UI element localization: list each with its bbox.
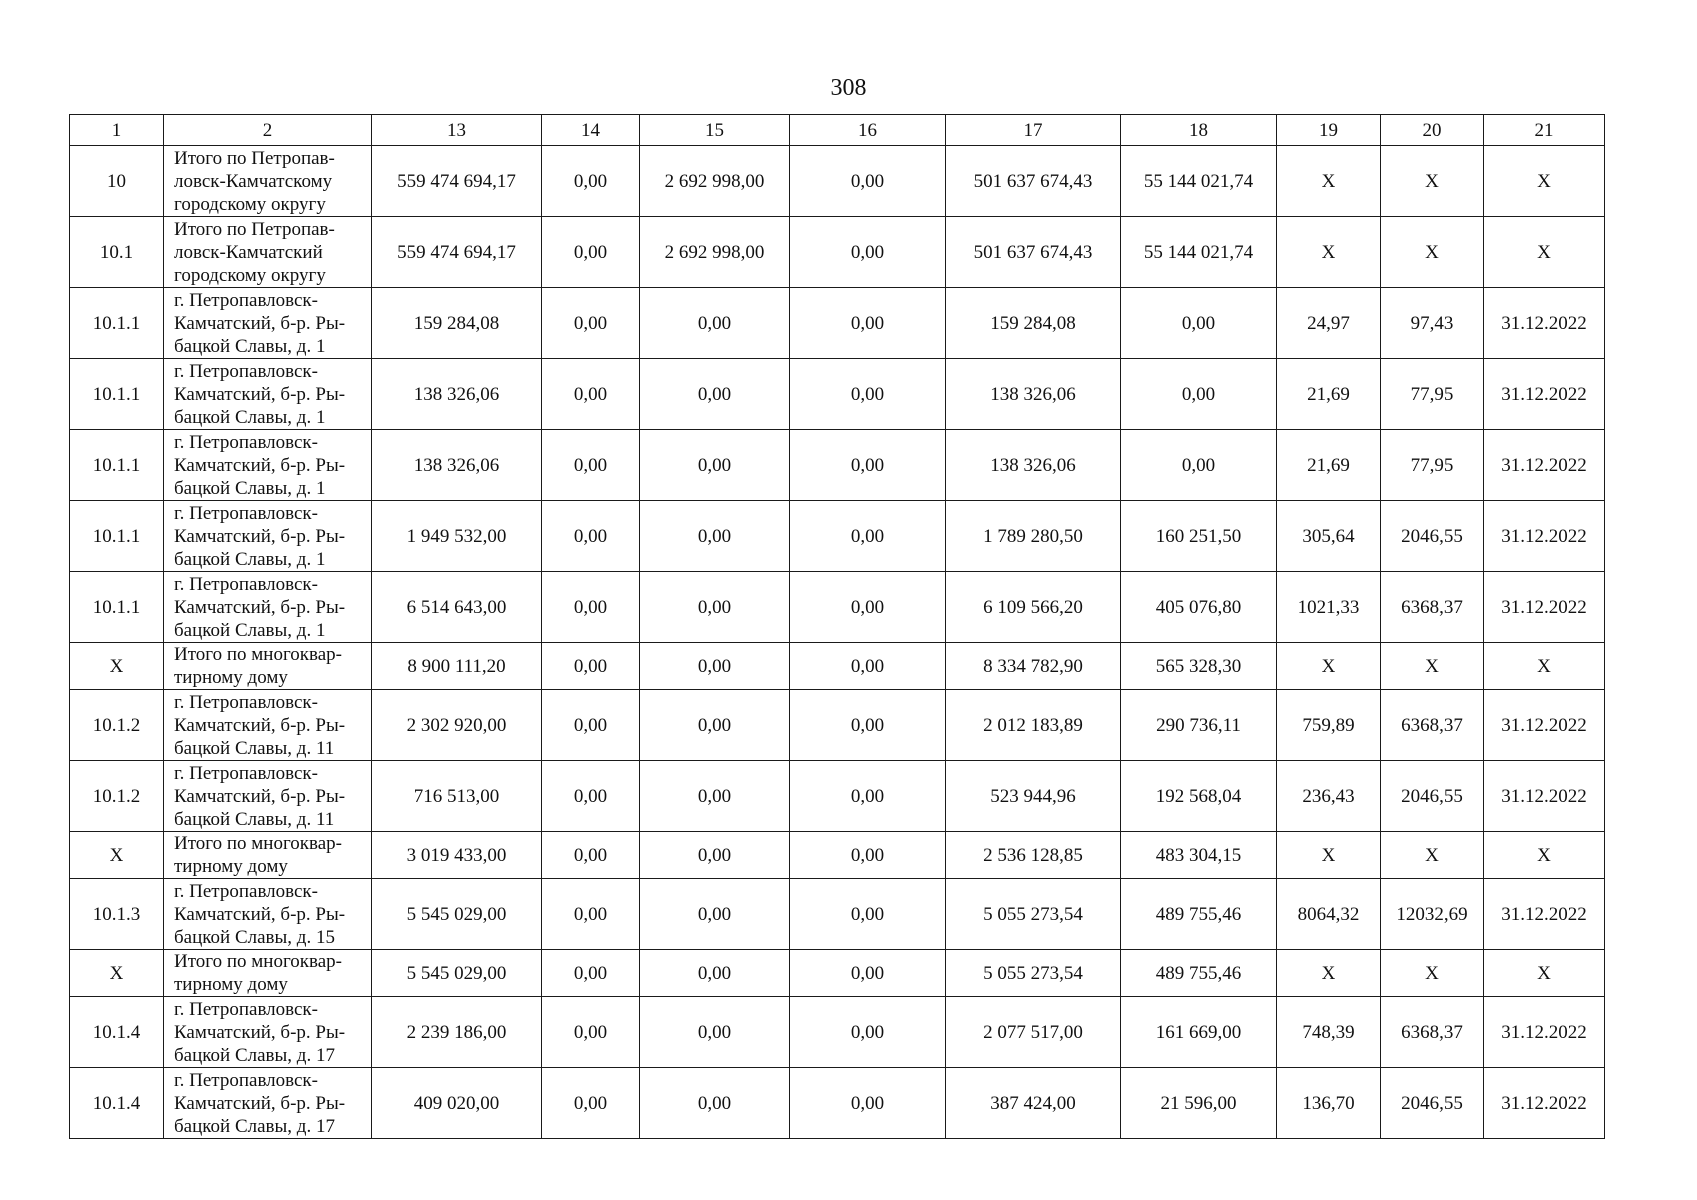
value-cell-21: 31.12.2022 [1484, 879, 1605, 950]
object-name-line: Итого по многоквар- [174, 951, 342, 972]
value-cell-20: 6368,37 [1381, 997, 1484, 1068]
object-name-line: бацкой Славы, д. 17 [174, 1115, 335, 1137]
value-cell-21: 31.12.2022 [1484, 1068, 1605, 1139]
value-cell-19: 24,97 [1277, 288, 1381, 359]
object-name-line: бацкой Славы, д. 17 [174, 1044, 335, 1066]
value-cell-18: 405 076,80 [1121, 572, 1277, 643]
column-header: 20 [1381, 115, 1484, 146]
column-header: 18 [1121, 115, 1277, 146]
object-name-line: бацкой Славы, д. 1 [174, 477, 326, 499]
object-name-line: г. Петропавловск- [174, 502, 318, 524]
value-cell-21: Х [1484, 217, 1605, 288]
value-cell-15: 0,00 [640, 879, 790, 950]
value-cell-17: 6 109 566,20 [946, 572, 1121, 643]
object-name-line: бацкой Славы, д. 1 [174, 548, 326, 570]
row-number-cell: Х [70, 832, 164, 879]
object-name-line: бацкой Славы, д. 1 [174, 406, 326, 428]
value-cell-16: 0,00 [790, 288, 946, 359]
table-row [70, 832, 1605, 879]
value-cell-14: 0,00 [542, 288, 640, 359]
table-row [70, 217, 1605, 288]
value-cell-15: 0,00 [640, 690, 790, 761]
value-cell-16: 0,00 [790, 217, 946, 288]
object-name-line: городскому округу [174, 193, 326, 215]
value-cell-20: 77,95 [1381, 359, 1484, 430]
value-cell-13: 8 900 111,20 [372, 643, 542, 690]
value-cell-13: 1 949 532,00 [372, 501, 542, 572]
value-cell-17: 1 789 280,50 [946, 501, 1121, 572]
value-cell-14: 0,00 [542, 501, 640, 572]
value-cell-17: 2 012 183,89 [946, 690, 1121, 761]
table-body [70, 146, 1605, 1139]
table-row [70, 950, 1605, 997]
column-number-row [70, 115, 1605, 146]
value-cell-19: 236,43 [1277, 761, 1381, 832]
value-cell-21: 31.12.2022 [1484, 690, 1605, 761]
value-cell-16: 0,00 [790, 1068, 946, 1139]
value-cell-16: 0,00 [790, 832, 946, 879]
value-cell-15: 2 692 998,00 [640, 217, 790, 288]
value-cell-14: 0,00 [542, 430, 640, 501]
value-cell-15: 0,00 [640, 950, 790, 997]
value-cell-18: 160 251,50 [1121, 501, 1277, 572]
value-cell-19: 21,69 [1277, 430, 1381, 501]
value-cell-21: Х [1484, 643, 1605, 690]
value-cell-19: Х [1277, 217, 1381, 288]
value-cell-13: 159 284,08 [372, 288, 542, 359]
value-cell-15: 0,00 [640, 359, 790, 430]
table-row [70, 288, 1605, 359]
object-name-line: г. Петропавловск- [174, 573, 318, 595]
value-cell-17: 501 637 674,43 [946, 146, 1121, 217]
table-row [70, 761, 1605, 832]
object-name-line: Камчатский, б-р. Ры- [174, 525, 346, 547]
row-number-cell: 10.1.2 [70, 761, 164, 832]
value-cell-18: 0,00 [1121, 288, 1277, 359]
object-name-line: Камчатский, б-р. Ры- [174, 785, 346, 807]
object-name-line: г. Петропавловск- [174, 880, 318, 902]
value-cell-15: 0,00 [640, 643, 790, 690]
object-name-cell [164, 950, 372, 997]
value-cell-14: 0,00 [542, 217, 640, 288]
value-cell-20: Х [1381, 832, 1484, 879]
value-cell-13: 2 239 186,00 [372, 997, 542, 1068]
table-row [70, 879, 1605, 950]
value-cell-17: 159 284,08 [946, 288, 1121, 359]
value-cell-13: 2 302 920,00 [372, 690, 542, 761]
object-name-line: Камчатский, б-р. Ры- [174, 454, 346, 476]
value-cell-13: 6 514 643,00 [372, 572, 542, 643]
value-cell-16: 0,00 [790, 359, 946, 430]
value-cell-15: 0,00 [640, 288, 790, 359]
value-cell-20: 6368,37 [1381, 572, 1484, 643]
row-number-cell: 10.1 [70, 217, 164, 288]
table-row [70, 359, 1605, 430]
page-number: 308 [830, 75, 867, 101]
value-cell-13: 5 545 029,00 [372, 879, 542, 950]
value-cell-20: 6368,37 [1381, 690, 1484, 761]
value-cell-17: 138 326,06 [946, 359, 1121, 430]
value-cell-14: 0,00 [542, 690, 640, 761]
object-name-cell [164, 217, 372, 288]
object-name-cell [164, 761, 372, 832]
object-name-line: Итого по Петропав- [174, 218, 335, 240]
object-name-line: г. Петропавловск- [174, 998, 318, 1020]
value-cell-18: 290 736,11 [1121, 690, 1277, 761]
value-cell-20: 97,43 [1381, 288, 1484, 359]
value-cell-16: 0,00 [790, 430, 946, 501]
value-cell-17: 2 077 517,00 [946, 997, 1121, 1068]
value-cell-21: 31.12.2022 [1484, 430, 1605, 501]
value-cell-16: 0,00 [790, 690, 946, 761]
value-cell-16: 0,00 [790, 643, 946, 690]
value-cell-14: 0,00 [542, 572, 640, 643]
object-name-line: Итого по многоквар- [174, 833, 342, 854]
row-number-cell: 10.1.4 [70, 1068, 164, 1139]
value-cell-14: 0,00 [542, 146, 640, 217]
value-cell-16: 0,00 [790, 501, 946, 572]
table-row [70, 146, 1605, 217]
object-name-line: бацкой Славы, д. 11 [174, 808, 335, 830]
table-row [70, 501, 1605, 572]
object-name-line: тирному дому [174, 856, 288, 877]
object-name-line: бацкой Славы, д. 1 [174, 619, 326, 641]
column-header: 21 [1484, 115, 1605, 146]
value-cell-13: 716 513,00 [372, 761, 542, 832]
table-row [70, 643, 1605, 690]
value-cell-16: 0,00 [790, 761, 946, 832]
object-name-line: бацкой Славы, д. 1 [174, 335, 326, 357]
object-name-line: Итого по многоквар- [174, 644, 342, 665]
value-cell-18: 565 328,30 [1121, 643, 1277, 690]
object-name-line: Камчатский, б-р. Ры- [174, 903, 346, 925]
value-cell-16: 0,00 [790, 146, 946, 217]
value-cell-18: 483 304,15 [1121, 832, 1277, 879]
row-number-cell: 10 [70, 146, 164, 217]
object-name-line: ловск-Камчатский [174, 241, 323, 263]
value-cell-21: 31.12.2022 [1484, 501, 1605, 572]
value-cell-20: Х [1381, 146, 1484, 217]
object-name-cell [164, 1068, 372, 1139]
value-cell-13: 5 545 029,00 [372, 950, 542, 997]
table-row [70, 1068, 1605, 1139]
value-cell-19: Х [1277, 832, 1381, 879]
table-row [70, 572, 1605, 643]
object-name-line: Камчатский, б-р. Ры- [174, 383, 346, 405]
value-cell-16: 0,00 [790, 879, 946, 950]
value-cell-18: 192 568,04 [1121, 761, 1277, 832]
object-name-cell [164, 146, 372, 217]
object-name-cell [164, 359, 372, 430]
value-cell-18: 55 144 021,74 [1121, 146, 1277, 217]
value-cell-18: 0,00 [1121, 359, 1277, 430]
column-header: 17 [946, 115, 1121, 146]
object-name-line: г. Петропавловск- [174, 289, 318, 311]
value-cell-14: 0,00 [542, 643, 640, 690]
column-header: 2 [164, 115, 372, 146]
value-cell-20: 77,95 [1381, 430, 1484, 501]
row-number-cell: 10.1.1 [70, 572, 164, 643]
value-cell-21: 31.12.2022 [1484, 359, 1605, 430]
value-cell-21: Х [1484, 832, 1605, 879]
value-cell-19: Х [1277, 146, 1381, 217]
object-name-line: ловск-Камчатскому [174, 170, 333, 192]
value-cell-21: 31.12.2022 [1484, 288, 1605, 359]
value-cell-17: 138 326,06 [946, 430, 1121, 501]
value-cell-20: 2046,55 [1381, 761, 1484, 832]
value-cell-18: 55 144 021,74 [1121, 217, 1277, 288]
object-name-cell [164, 501, 372, 572]
value-cell-14: 0,00 [542, 761, 640, 832]
value-cell-13: 138 326,06 [372, 430, 542, 501]
object-name-line: тирному дому [174, 667, 288, 688]
row-number-cell: 10.1.1 [70, 359, 164, 430]
object-name-line: городскому округу [174, 264, 326, 286]
column-header: 19 [1277, 115, 1381, 146]
value-cell-21: 31.12.2022 [1484, 761, 1605, 832]
object-name-line: г. Петропавловск- [174, 762, 318, 784]
table-row [70, 430, 1605, 501]
object-name-line: г. Петропавловск- [174, 691, 318, 713]
value-cell-20: Х [1381, 643, 1484, 690]
row-number-cell: 10.1.1 [70, 430, 164, 501]
object-name-line: Камчатский, б-р. Ры- [174, 714, 346, 736]
value-cell-16: 0,00 [790, 997, 946, 1068]
column-header: 14 [542, 115, 640, 146]
value-cell-13: 138 326,06 [372, 359, 542, 430]
row-number-cell: Х [70, 950, 164, 997]
row-number-cell: 10.1.3 [70, 879, 164, 950]
row-number-cell: 10.1.4 [70, 997, 164, 1068]
object-name-line: Камчатский, б-р. Ры- [174, 1092, 346, 1114]
value-cell-21: Х [1484, 950, 1605, 997]
value-cell-20: 2046,55 [1381, 1068, 1484, 1139]
column-header: 1 [70, 115, 164, 146]
object-name-line: тирному дому [174, 974, 288, 995]
value-cell-20: 12032,69 [1381, 879, 1484, 950]
value-cell-13: 559 474 694,17 [372, 217, 542, 288]
object-name-line: бацкой Славы, д. 11 [174, 737, 335, 759]
value-cell-15: 0,00 [640, 501, 790, 572]
value-cell-13: 3 019 433,00 [372, 832, 542, 879]
object-name-line: Камчатский, б-р. Ры- [174, 312, 346, 334]
object-name-cell [164, 288, 372, 359]
value-cell-15: 0,00 [640, 572, 790, 643]
value-cell-19: 1021,33 [1277, 572, 1381, 643]
value-cell-18: 161 669,00 [1121, 997, 1277, 1068]
column-header: 15 [640, 115, 790, 146]
value-cell-16: 0,00 [790, 950, 946, 997]
value-cell-20: 2046,55 [1381, 501, 1484, 572]
object-name-line: г. Петропавловск- [174, 1069, 318, 1091]
value-cell-19: 305,64 [1277, 501, 1381, 572]
value-cell-19: 21,69 [1277, 359, 1381, 430]
value-cell-15: 0,00 [640, 997, 790, 1068]
value-cell-17: 387 424,00 [946, 1068, 1121, 1139]
table-row [70, 690, 1605, 761]
value-cell-14: 0,00 [542, 950, 640, 997]
row-number-cell: 10.1.1 [70, 288, 164, 359]
value-cell-19: 136,70 [1277, 1068, 1381, 1139]
object-name-line: г. Петропавловск- [174, 360, 318, 382]
object-name-line: г. Петропавловск- [174, 431, 318, 453]
value-cell-17: 523 944,96 [946, 761, 1121, 832]
column-header: 16 [790, 115, 946, 146]
value-cell-19: 759,89 [1277, 690, 1381, 761]
value-cell-15: 0,00 [640, 832, 790, 879]
row-number-cell: Х [70, 643, 164, 690]
data-table [69, 114, 1605, 1139]
object-name-cell [164, 643, 372, 690]
value-cell-14: 0,00 [542, 832, 640, 879]
value-cell-21: 31.12.2022 [1484, 997, 1605, 1068]
value-cell-13: 559 474 694,17 [372, 146, 542, 217]
value-cell-18: 0,00 [1121, 430, 1277, 501]
value-cell-20: Х [1381, 950, 1484, 997]
value-cell-19: Х [1277, 643, 1381, 690]
object-name-cell [164, 430, 372, 501]
value-cell-17: 5 055 273,54 [946, 950, 1121, 997]
value-cell-19: 748,39 [1277, 997, 1381, 1068]
value-cell-18: 489 755,46 [1121, 950, 1277, 997]
value-cell-14: 0,00 [542, 1068, 640, 1139]
value-cell-19: 8064,32 [1277, 879, 1381, 950]
value-cell-14: 0,00 [542, 359, 640, 430]
value-cell-15: 2 692 998,00 [640, 146, 790, 217]
value-cell-21: Х [1484, 146, 1605, 217]
row-number-cell: 10.1.2 [70, 690, 164, 761]
object-name-cell [164, 997, 372, 1068]
value-cell-19: Х [1277, 950, 1381, 997]
object-name-line: Камчатский, б-р. Ры- [174, 596, 346, 618]
object-name-cell [164, 832, 372, 879]
value-cell-20: Х [1381, 217, 1484, 288]
value-cell-14: 0,00 [542, 997, 640, 1068]
value-cell-15: 0,00 [640, 761, 790, 832]
object-name-line: Камчатский, б-р. Ры- [174, 1021, 346, 1043]
object-name-cell [164, 572, 372, 643]
value-cell-17: 501 637 674,43 [946, 217, 1121, 288]
row-number-cell: 10.1.1 [70, 501, 164, 572]
value-cell-18: 489 755,46 [1121, 879, 1277, 950]
value-cell-16: 0,00 [790, 572, 946, 643]
value-cell-18: 21 596,00 [1121, 1068, 1277, 1139]
value-cell-15: 0,00 [640, 430, 790, 501]
object-name-cell [164, 879, 372, 950]
value-cell-14: 0,00 [542, 879, 640, 950]
value-cell-17: 5 055 273,54 [946, 879, 1121, 950]
value-cell-17: 8 334 782,90 [946, 643, 1121, 690]
value-cell-13: 409 020,00 [372, 1068, 542, 1139]
value-cell-15: 0,00 [640, 1068, 790, 1139]
table-row [70, 997, 1605, 1068]
column-header: 13 [372, 115, 542, 146]
object-name-line: Итого по Петропав- [174, 147, 335, 169]
value-cell-21: 31.12.2022 [1484, 572, 1605, 643]
object-name-cell [164, 690, 372, 761]
value-cell-17: 2 536 128,85 [946, 832, 1121, 879]
object-name-line: бацкой Славы, д. 15 [174, 926, 335, 948]
